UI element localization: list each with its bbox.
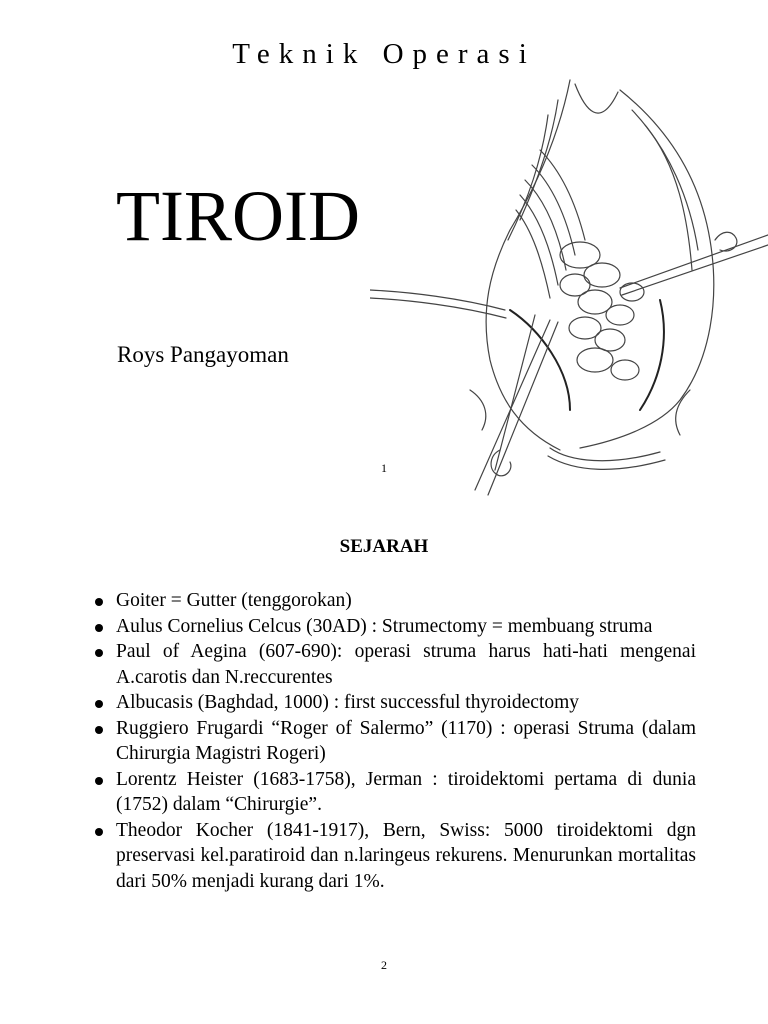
- list-item-text: Ruggiero Frugardi “Roger of Salermo” (1170) : operasi Struma (dalam Chirurgia Magistri Rogeri): [116, 717, 696, 764]
- list-item: [92, 716, 696, 767]
- history-list: [92, 588, 696, 894]
- list-item: [92, 690, 696, 716]
- list-item-text: Albucasis (Baghdad, 1000) : first successful thyroidectomy: [116, 692, 580, 713]
- list-item: [92, 614, 696, 640]
- series-title: Teknik Operasi: [232, 38, 536, 70]
- list-item-text: Aulus Cornelius Celcus (30AD) : Strumectomy = membuang struma: [116, 615, 653, 637]
- page-number: 2: [381, 958, 387, 972]
- list-item-text: Theodor Kocher (1841-1917), Bern, Swiss: 5000 tiroidektomi dgn preservasi kel.paratiroid dan n.laringeus rekurens. Menurunkan mortalitas dari 50% menjadi kurang dari 1%.: [116, 819, 696, 892]
- bullet-icon: [95, 777, 103, 785]
- page-number: 1: [381, 461, 387, 475]
- author-name: Roys Pangayoman: [117, 342, 289, 367]
- list-item-text: Lorentz Heister (1683-1758), Jerman : tiroidektomi pertama di dunia (1752) dalam “Chirurgie”.: [116, 768, 696, 815]
- list-item-text: Paul of Aegina (607-690): operasi struma harus hati-hati mengenai A.carotis dan N.reccurentes: [116, 641, 696, 688]
- list-item: [92, 818, 696, 895]
- bullet-icon: [95, 726, 103, 734]
- bullet-icon: [95, 828, 103, 836]
- bullet-icon: [95, 598, 103, 606]
- section-heading: SEJARAH: [339, 536, 429, 557]
- bullet-icon: [95, 624, 103, 632]
- bullet-icon: [95, 700, 103, 708]
- list-item: [92, 767, 696, 818]
- list-item: [92, 588, 696, 614]
- page-title: TIROID: [116, 176, 360, 256]
- bullet-icon: [95, 649, 103, 657]
- surgical-illustration-icon: [370, 70, 768, 500]
- list-item-text: Goiter = Gutter (tenggorokan): [116, 590, 352, 611]
- list-item: [92, 639, 696, 690]
